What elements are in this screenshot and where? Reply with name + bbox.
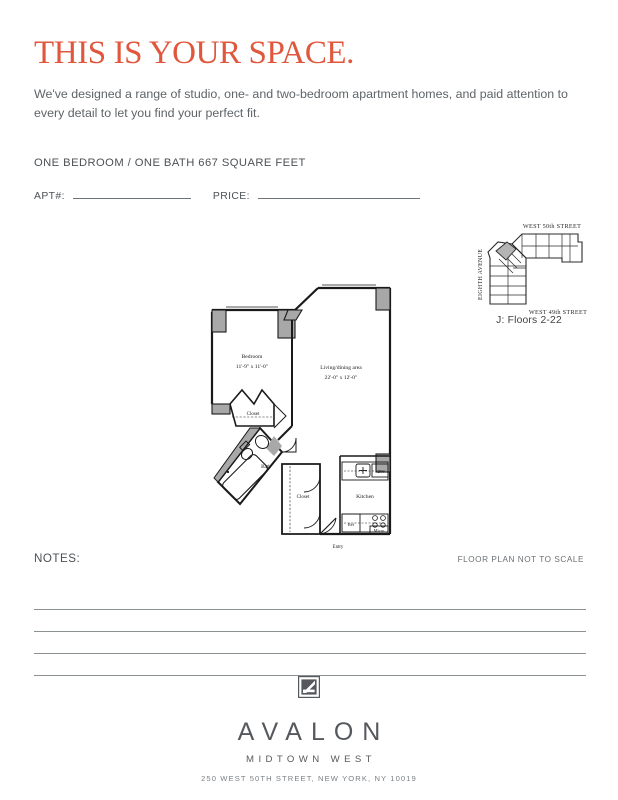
appliance-label-microwave: Micro <box>373 528 385 533</box>
notes-line[interactable] <box>34 610 586 632</box>
keymap-avenue-left: EIGHTH AVENUE <box>478 248 484 300</box>
avalon-logo-icon <box>298 676 320 703</box>
room-label-closet-bedroom: Closet <box>246 412 260 417</box>
notes-line[interactable] <box>34 632 586 654</box>
room-dims-living: 22'-0" x 12'-0" <box>324 375 358 381</box>
unit-title: ONE BEDROOM / ONE BATH 667 SQUARE FEET <box>34 157 306 170</box>
room-label-bedroom: Bedroom <box>241 354 263 360</box>
room-label-kitchen: Kitchen <box>356 494 374 500</box>
keymap-street-bottom: WEST 49th STREET <box>528 309 588 316</box>
room-label-living: Living/dining area <box>320 365 362 371</box>
appliance-label-refrigerator: Ref <box>347 522 355 527</box>
apt-price-row <box>34 191 584 202</box>
footer <box>0 676 618 783</box>
room-label-closet-hall: Closet <box>296 495 310 500</box>
notes-label: NOTES: <box>34 552 81 565</box>
price-input-line[interactable] <box>258 198 420 199</box>
brand-name: AVALON <box>237 718 390 746</box>
room-dims-bedroom: 11'-9" x 11'-0" <box>235 364 269 370</box>
page-subhead: We've designed a range of studio, one- and two-bedroom apartment homes, and paid attention to every detail to let you find your perfect fit. <box>34 86 568 120</box>
keymap-street-top: WEST 50th STREET <box>522 223 582 230</box>
price-label: PRICE: <box>212 191 250 203</box>
brand-address: 250 WEST 50TH STREET, NEW YORK, NY 10019 <box>201 774 417 783</box>
room-label-bath: Bath <box>261 464 271 470</box>
key-map <box>466 218 592 328</box>
key-map-caption: J: Floors 2-22 <box>496 315 562 326</box>
scale-disclaimer: FLOOR PLAN NOT TO SCALE <box>457 555 584 564</box>
notes-line[interactable] <box>34 654 586 676</box>
apt-label: APT#: <box>34 191 65 203</box>
notes-header <box>34 552 584 565</box>
brand-community: MIDTOWN WEST <box>246 754 376 765</box>
floor-plan-drawing <box>200 276 412 554</box>
apt-input-line[interactable] <box>73 198 191 199</box>
page-title: THIS IS YOUR SPACE. <box>34 35 355 71</box>
room-label-entry: Entry <box>332 545 344 550</box>
notes-lines <box>34 588 586 676</box>
notes-line[interactable] <box>34 588 586 610</box>
appliance-label-dishwasher: DW <box>377 469 385 474</box>
